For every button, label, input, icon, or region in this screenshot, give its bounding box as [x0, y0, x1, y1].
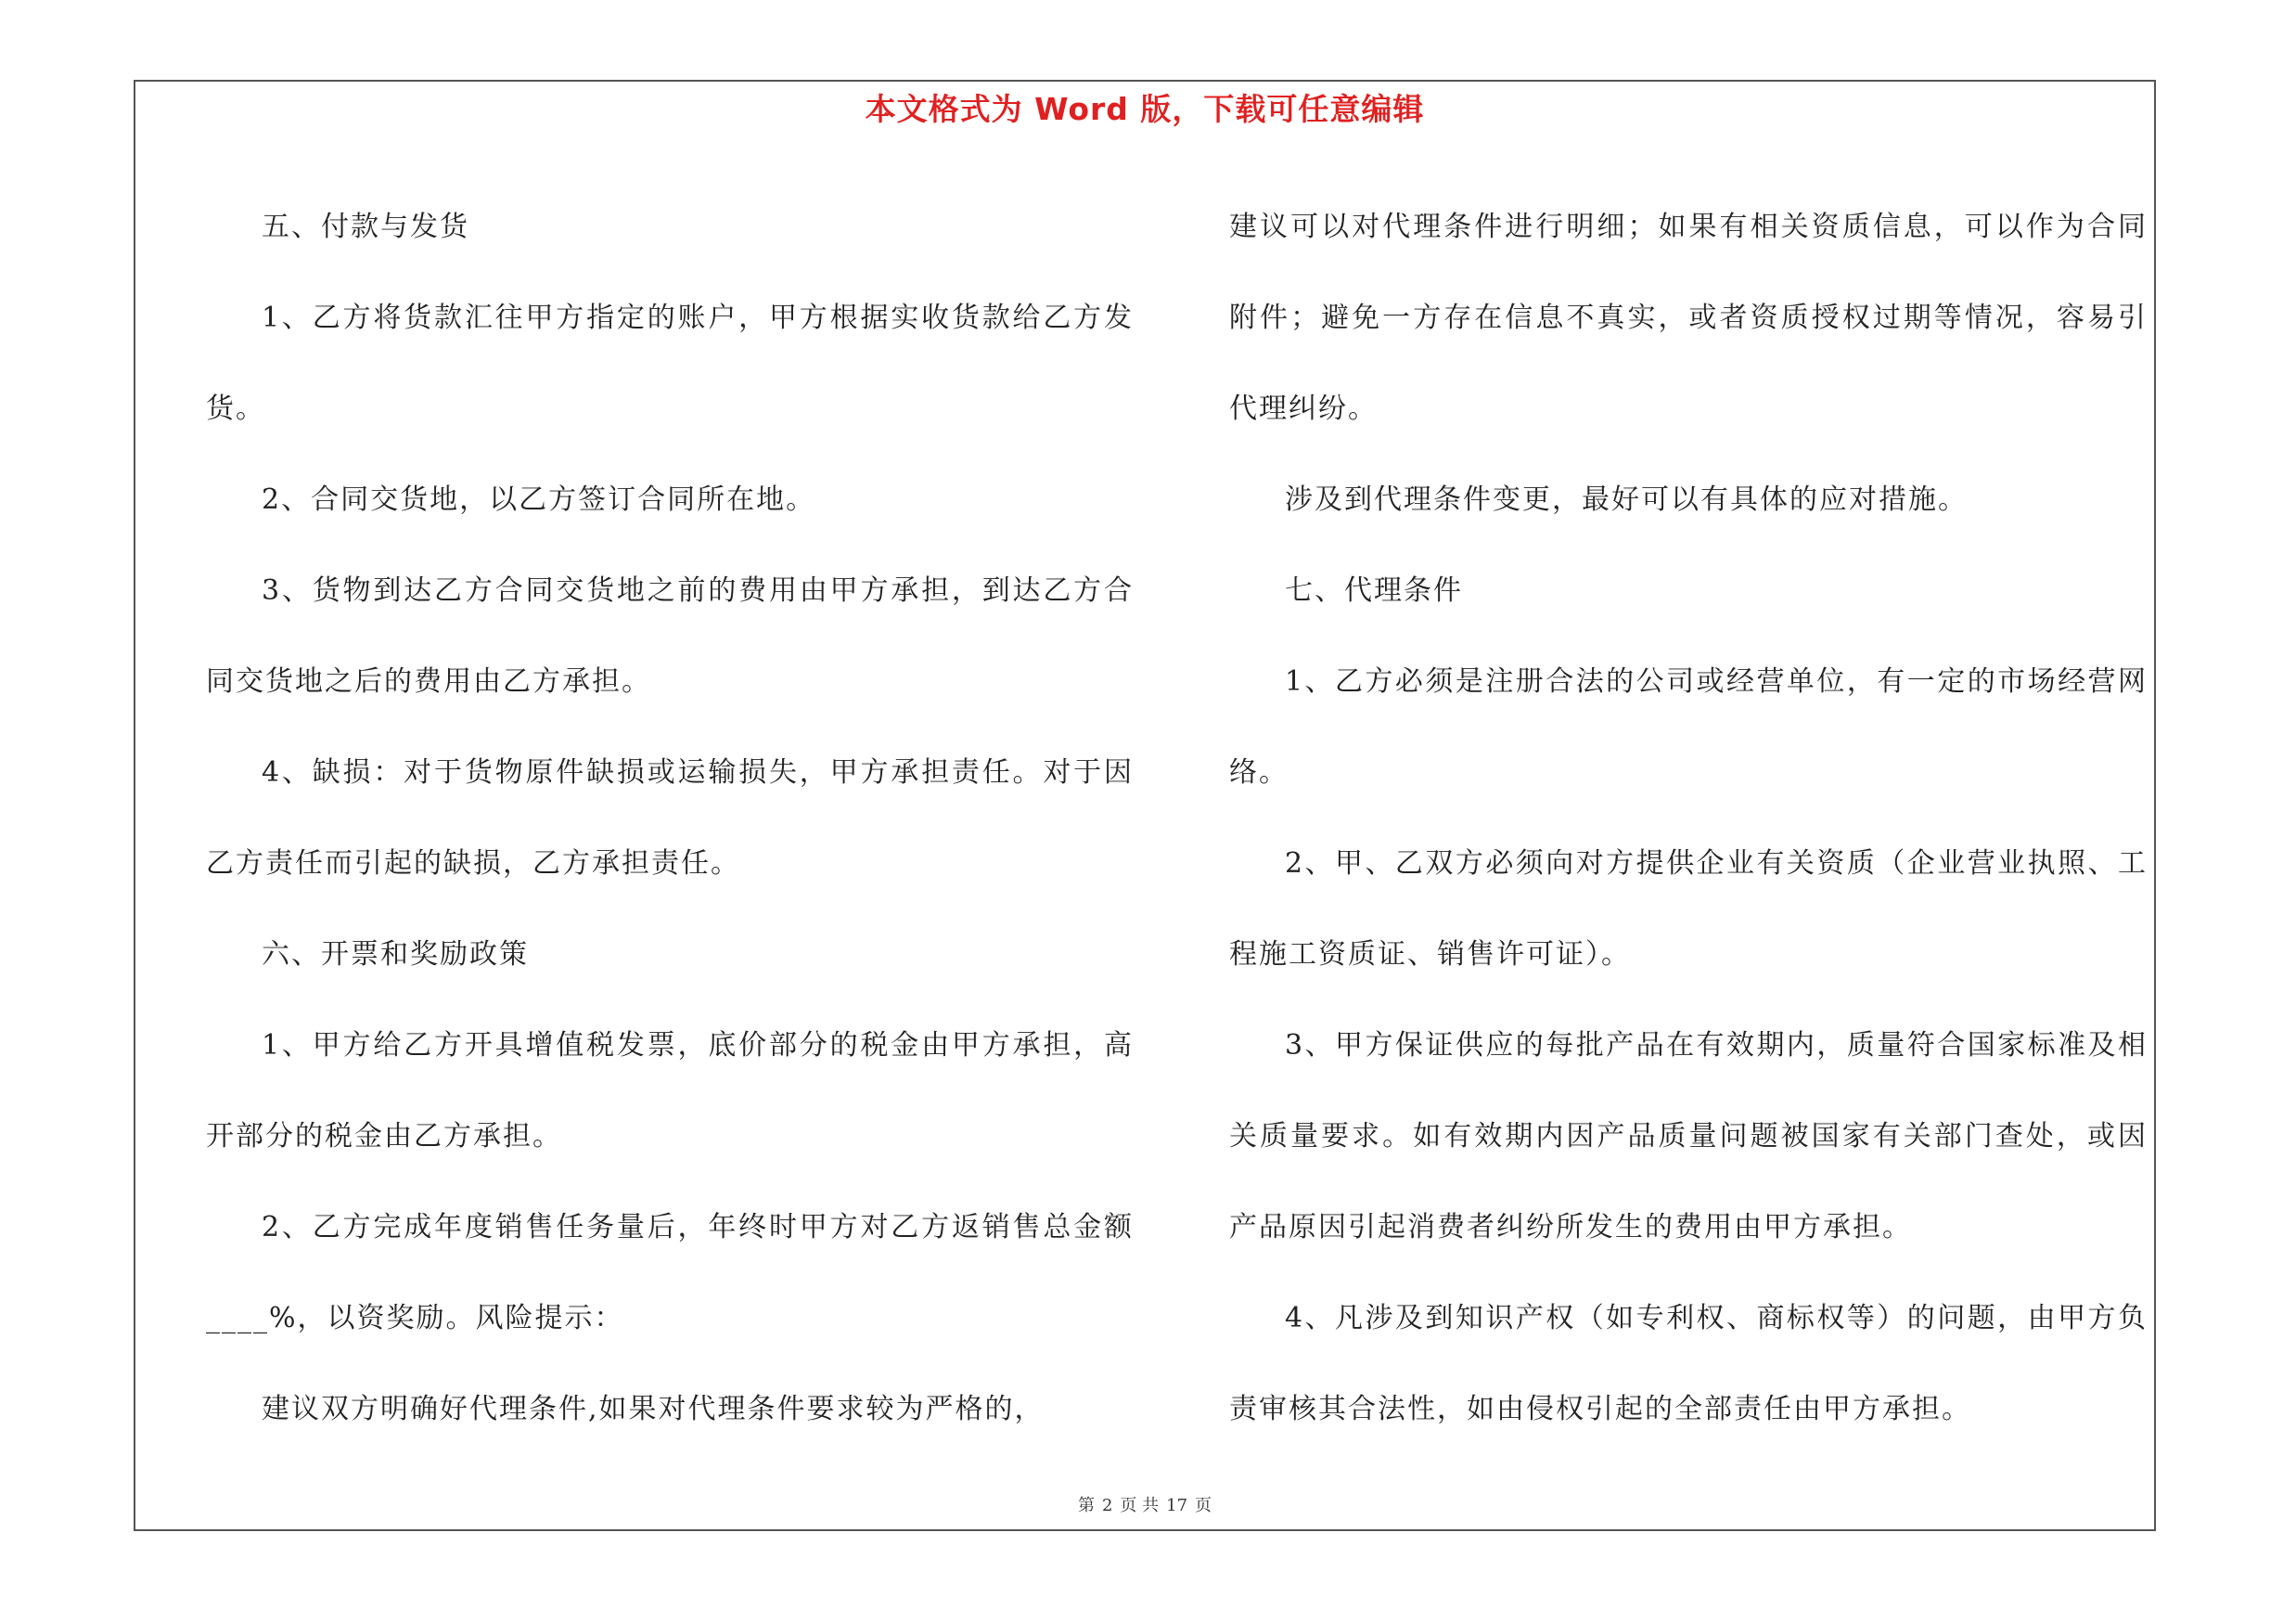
footer-suffix: 页 — [1195, 1496, 1212, 1515]
document-header-title: 本文格式为 Word 版，下载可任意编辑 — [865, 91, 1425, 127]
section-heading: 七、代理条件 — [1285, 574, 1463, 607]
page-footer — [134, 1492, 2156, 1520]
section-heading: 五、付款与发货 — [262, 211, 469, 243]
section-heading: 六、开票和奖励政策 — [262, 938, 529, 971]
paragraph: 1、乙方必须是注册合法的公司或经营单位，有一定的市场经营网络。 — [1229, 665, 2148, 789]
paragraph-continued: 建议可以对代理条件进行明细；如果有相关资质信息，可以作为合同附件；避免一方存在信息不真实，或者资质授权过期等情况，容易引代理纠纷。 — [1229, 211, 2148, 425]
paragraph: 2、合同交货地，以乙方签订合同所在地。 — [262, 483, 816, 516]
paragraph: 1、乙方将货款汇往甲方指定的账户，甲方根据实收货款给乙方发货。 — [206, 302, 1134, 425]
paragraph: 涉及到代理条件变更，最好可以有具体的应对措施。 — [1285, 483, 1968, 516]
paragraph: 1、甲方给乙方开具增值税发票，底价部分的税金由甲方承担，高开部分的税金由乙方承担。 — [206, 1029, 1134, 1153]
footer-page-number: 2 — [1101, 1496, 1113, 1515]
paragraph: 2、甲、乙双方必须向对方提供企业有关资质（企业营业执照、工程施工资质证、销售许可证）。 — [1229, 847, 2148, 971]
paragraph: 3、货物到达乙方合同交货地之前的费用由甲方承担，到达乙方合同交货地之后的费用由乙方承担。 — [206, 574, 1134, 698]
paragraph: 3、甲方保证供应的每批产品在有效期内，质量符合国家标准及相关质量要求。如有效期内因产品质量问题被国家有关部门查处，或因产品原因引起消费者纠纷所发生的费用由甲方承担。 — [1229, 1029, 2148, 1243]
right-text-column — [1229, 182, 2148, 1455]
paragraph: 2、乙方完成年度销售任务量后，年终时甲方对乙方返销售总金额____%，以资奖励。风险提示： — [206, 1211, 1134, 1334]
footer-middle: 页 共 — [1120, 1496, 1160, 1515]
paragraph: 4、凡涉及到知识产权（如专利权、商标权等）的问题，由甲方负责审核其合法性，如由侵权引起的全部责任由甲方承担。 — [1229, 1302, 2148, 1425]
left-text-column — [206, 182, 1134, 1455]
footer-total-pages: 17 — [1166, 1496, 1188, 1515]
footer-prefix: 第 — [1077, 1496, 1095, 1515]
paragraph: 建议双方明确好代理条件,如果对代理条件要求较为严格的， — [262, 1393, 1045, 1425]
paragraph: 4、缺损：对于货物原件缺损或运输损失，甲方承担责任。对于因乙方责任而引起的缺损，乙方承担责任。 — [206, 756, 1134, 880]
